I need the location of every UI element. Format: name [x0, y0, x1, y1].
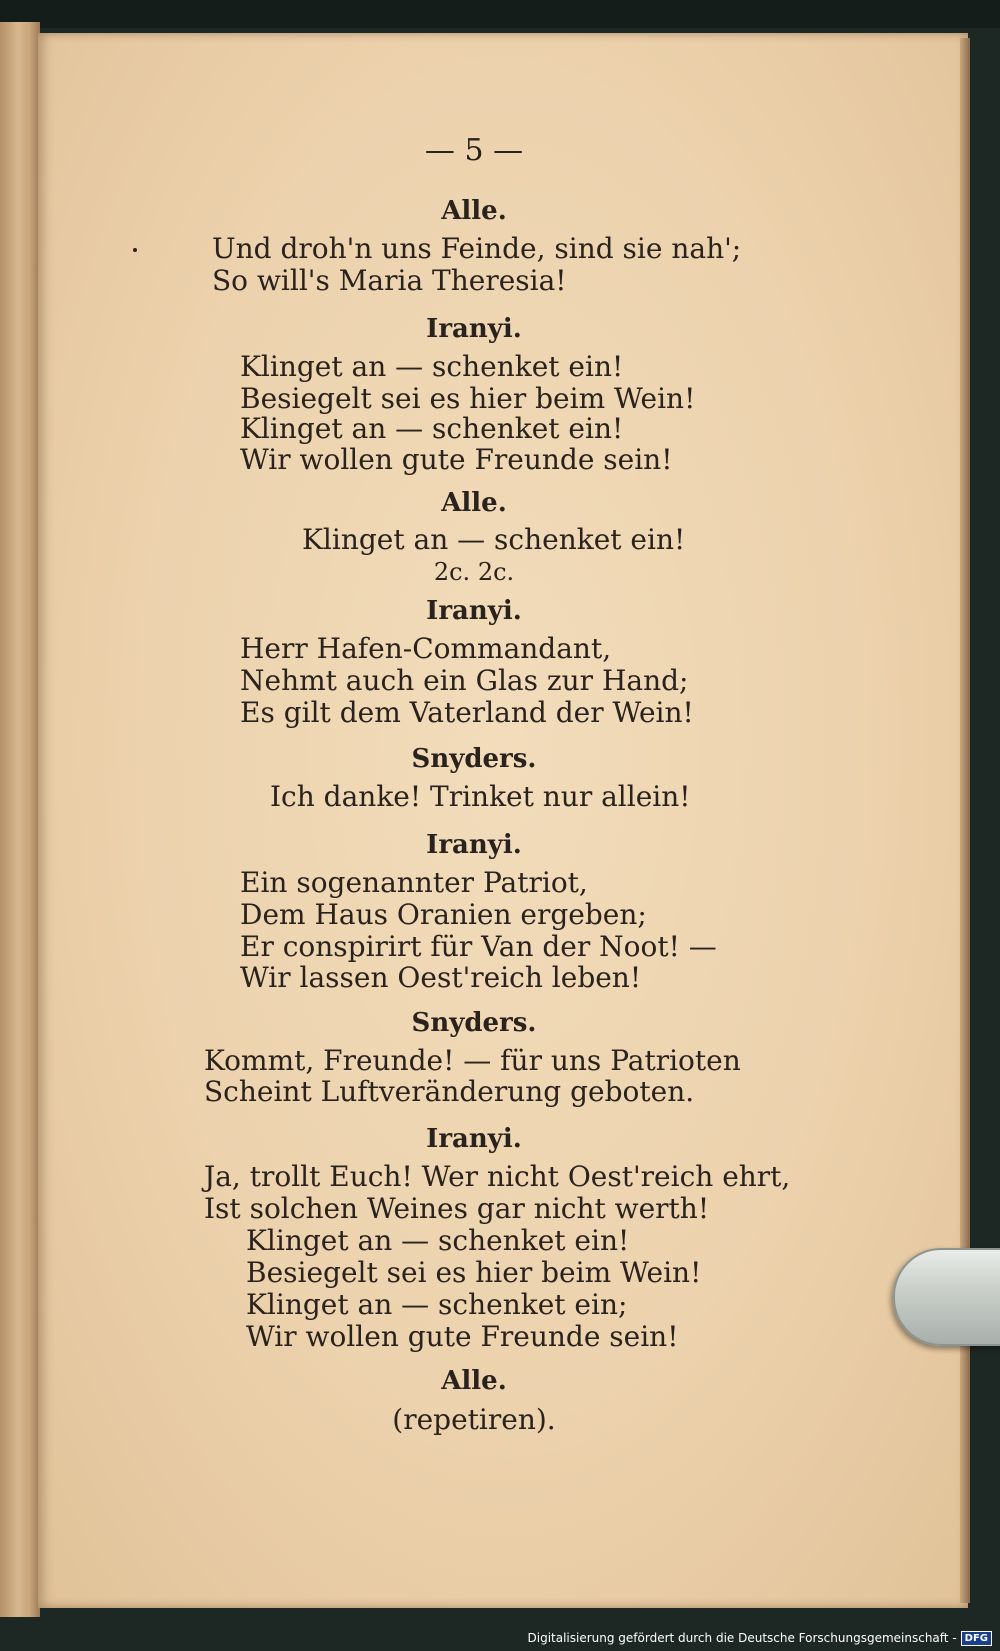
speaker-heading: Iranyi. — [426, 830, 522, 860]
verse-line: Kommt, Freunde! — für uns Patrioten — [204, 1044, 741, 1077]
verse-line: Es gilt dem Vaterland der Wein! — [240, 696, 694, 729]
footer-text: Digitalisierung gefördert durch die Deutsche Forschungsgemeinschaft - — [527, 1631, 957, 1645]
verse-line: Ich danke! Trinket nur allein! — [270, 780, 691, 813]
verse-line: Klinget an — schenket ein! — [240, 412, 624, 445]
digitization-footer — [528, 1629, 993, 1647]
verse-line: Klinget an — schenket ein! — [246, 1224, 630, 1257]
verse-line: Ja, trollt Euch! Wer nicht Oest'reich ehrt, — [204, 1160, 791, 1193]
verse-line: Herr Hafen-Commandant, — [240, 632, 612, 665]
verse-line: So will's Maria Theresia! — [212, 264, 567, 297]
verse-line: Dem Haus Oranien ergeben; — [240, 898, 647, 931]
verse-line: Ist solchen Weines gar nicht werth! — [204, 1192, 710, 1225]
verse-line: Scheint Luftveränderung geboten. — [204, 1075, 695, 1108]
verse-line: Klinget an — schenket ein! — [240, 350, 624, 383]
speaker-heading: Snyders. — [411, 1008, 537, 1038]
etc-marker: 2c. 2c. — [433, 558, 515, 586]
speaker-heading: Snyders. — [411, 744, 537, 774]
verse-line: Und droh'n uns Feinde, sind sie nah'; — [212, 232, 742, 265]
stage-direction: (repetiren). — [392, 1403, 556, 1436]
verse-line: Er conspirirt für Van der Noot! — — [240, 930, 717, 963]
verse-line: Wir wollen gute Freunde sein! — [246, 1320, 679, 1353]
page-number: — 5 — — [424, 133, 524, 168]
verse-line: Wir lassen Oest'reich leben! — [240, 961, 642, 994]
speaker-heading: Alle. — [441, 488, 507, 518]
verse-line: Besiegelt sei es hier beim Wein! — [246, 1256, 702, 1289]
verse-line: Klinget an — schenket ein; — [246, 1288, 628, 1321]
speaker-heading: Iranyi. — [426, 596, 522, 626]
dfg-logo-icon: DFG — [961, 1631, 992, 1646]
stray-mark — [133, 248, 137, 252]
speaker-heading: Iranyi. — [426, 314, 522, 344]
verse-line: Klinget an — schenket ein! — [302, 523, 686, 556]
verse-line: Wir wollen gute Freunde sein! — [240, 443, 673, 476]
verse-line: Nehmt auch ein Glas zur Hand; — [240, 664, 689, 697]
speaker-heading: Iranyi. — [426, 1124, 522, 1154]
speaker-heading: Alle. — [441, 196, 507, 226]
verse-line: Besiegelt sei es hier beim Wein! — [240, 382, 696, 415]
speaker-heading: Alle. — [441, 1366, 507, 1396]
verse-line: Ein sogenannter Patriot, — [240, 866, 588, 899]
